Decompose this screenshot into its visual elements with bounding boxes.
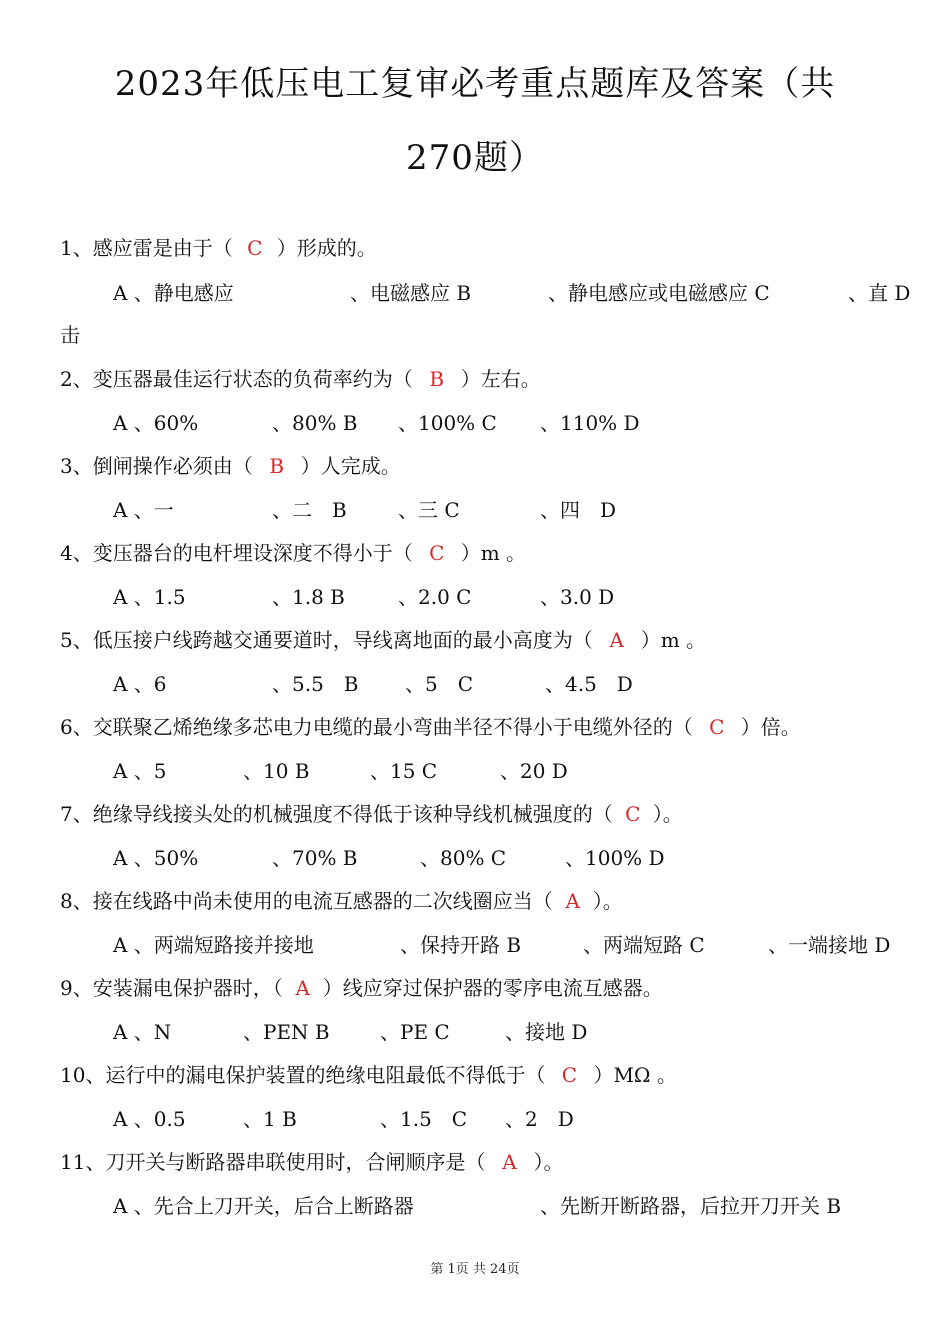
answer-mark: C	[625, 802, 641, 826]
option-d: 、四 D	[540, 498, 617, 522]
option-b: 、1.8 B	[272, 585, 345, 609]
question-text: 6、交联聚乙烯绝缘多芯电力电缆的最小弯曲半径不得小于电缆外径的（	[60, 715, 693, 739]
question-5	[60, 627, 706, 653]
answer-mark: C	[709, 715, 725, 739]
option-d: 、20 D	[500, 759, 568, 783]
option-b: 、电磁感应 B	[350, 281, 472, 305]
option-c: 、两端短路 C	[583, 933, 705, 957]
question-text: ）。	[533, 1150, 564, 1174]
option-a: A 、静电感应	[113, 281, 234, 305]
question-11	[60, 1149, 563, 1175]
question-4	[60, 540, 526, 566]
option-a: A 、0.5	[113, 1107, 186, 1131]
option-continuation: 击	[60, 323, 80, 347]
question-text: ）m 。	[640, 628, 707, 652]
answer-mark: B	[269, 454, 285, 478]
page-footer: 第 1页 共 24页	[430, 1262, 520, 1277]
option-c: 、PE C	[380, 1020, 450, 1044]
option-c: 、2.0 C	[398, 585, 472, 609]
answer-mark: C	[429, 541, 445, 565]
option-d: 、一端接地 D	[768, 933, 891, 957]
option-d: 、2 D	[505, 1107, 574, 1131]
question-text: ）m 。	[460, 541, 527, 565]
option-c: 、1.5 C	[380, 1107, 468, 1131]
option-a: A 、先合上刀开关，后合上断路器	[113, 1194, 414, 1218]
question-3	[60, 453, 401, 479]
option-a: A 、50%	[113, 846, 199, 870]
question-text: ）左右。	[460, 367, 541, 391]
question-text: 9、安装漏电保护器时，（	[60, 976, 283, 1000]
question-text: 11、刀开关与断路器串联使用时，合闸顺序是（	[60, 1150, 486, 1174]
question-text: 5、低压接户线跨越交通要道时，导线离地面的最小高度为（	[60, 628, 593, 652]
option-c: 、静电感应或电磁感应 C	[548, 281, 770, 305]
question-8	[60, 888, 623, 914]
answer-mark: A	[565, 889, 580, 913]
question-7	[60, 801, 683, 827]
answer-mark: A	[609, 628, 624, 652]
answer-mark: A	[502, 1150, 517, 1174]
option-b: 、70% B	[272, 846, 358, 870]
question-text: ）倍。	[740, 715, 801, 739]
option-d: 、直 D	[848, 281, 911, 305]
option-d: 、3.0 D	[540, 585, 615, 609]
question-2	[60, 366, 541, 392]
question-text: 1、感应雷是由于（	[60, 236, 233, 260]
option-b: 、PEN B	[243, 1020, 330, 1044]
option-a: A 、5	[113, 759, 167, 783]
option-c: 、15 C	[370, 759, 438, 783]
option-d: 、接地 D	[505, 1020, 588, 1044]
document-title-line-1: 2023年低压电工复审必考重点题库及答案（共	[114, 64, 836, 104]
answer-mark: C	[561, 1063, 578, 1087]
answer-mark: B	[429, 367, 445, 391]
option-b: 、二 B	[272, 498, 347, 522]
option-c: 、5 C	[405, 672, 474, 696]
option-d: 、100% D	[565, 846, 665, 870]
question-text: 3、倒闸操作必须由（	[60, 454, 253, 478]
option-b: 、先断开断路器，后拉开刀开关 B	[540, 1194, 842, 1218]
option-b: 、5.5 B	[272, 672, 359, 696]
document-title-line-2: 270题）	[406, 138, 544, 178]
question-text: 10、运行中的漏电保护装置的绝缘电阻最低不得低于（	[60, 1063, 546, 1087]
option-a: A 、1.5	[113, 585, 186, 609]
option-b: 、保持开路 B	[400, 933, 522, 957]
question-10	[60, 1062, 677, 1088]
answer-mark: A	[295, 976, 310, 1000]
question-9	[60, 975, 663, 1001]
answer-mark: C	[247, 236, 263, 260]
option-b: 、1 B	[243, 1107, 297, 1131]
option-a: A 、两端短路接并接地	[113, 933, 314, 957]
option-c: 、100% C	[398, 411, 497, 435]
option-a: A 、60%	[113, 411, 199, 435]
question-text: ）人完成。	[300, 454, 401, 478]
question-text: 8、接在线路中尚未使用的电流互感器的二次线圈应当（	[60, 889, 553, 913]
question-text: 7、绝缘导线接头处的机械强度不得低于该种导线机械强度的（	[60, 802, 613, 826]
question-6	[60, 714, 801, 740]
option-d: 、4.5 D	[545, 672, 633, 696]
option-a: A 、一	[113, 498, 174, 522]
question-text: ）形成的。	[276, 236, 377, 260]
question-text: ）。	[652, 802, 683, 826]
option-b: 、80% B	[272, 411, 358, 435]
question-text: 4、变压器台的电杆埋设深度不得小于（	[60, 541, 413, 565]
question-text: ）MΩ 。	[593, 1063, 677, 1087]
question-1	[60, 235, 377, 261]
question-text: 2、变压器最佳运行状态的负荷率约为（	[60, 367, 413, 391]
option-b: 、10 B	[243, 759, 310, 783]
option-d: 、110% D	[540, 411, 640, 435]
question-text: ）线应穿过保护器的零序电流互感器。	[322, 976, 663, 1000]
option-c: 、80% C	[420, 846, 507, 870]
option-a: A 、N	[113, 1020, 172, 1044]
option-a: A 、6	[113, 672, 167, 696]
option-c: 、三 C	[398, 498, 460, 522]
question-text: ）。	[592, 889, 623, 913]
